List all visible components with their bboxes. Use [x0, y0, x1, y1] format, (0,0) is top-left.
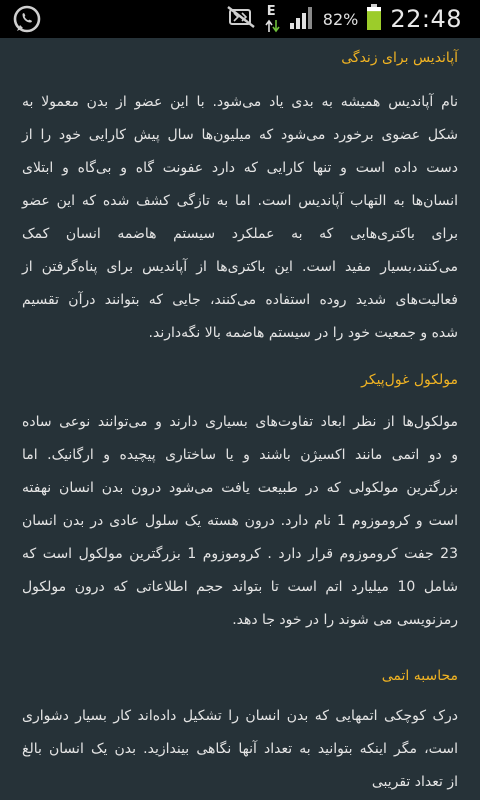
- battery-icon: [366, 3, 382, 35]
- section-title: آپاندیس برای زندگی: [341, 50, 458, 66]
- paragraph-line: برای باکتری‌هایی که به عملکرد سیستم هاضمه انسان کمک: [22, 226, 458, 242]
- status-bar: [0, 0, 480, 38]
- paragraph-line: رمزنویسی می شوند را در خود جا دهد.: [232, 612, 458, 628]
- paragraph-line: و دو اتمی مانند اکسیژن باشند و یا ساختاری پیچیده و ارگانیک. اما: [22, 447, 458, 463]
- paragraph-line: شامل 10 میلیارد اتم است تا بتواند حجم اطلاعاتی که درون مولکول: [22, 579, 458, 595]
- paragraph-line: شکل عضوی برخورد می‌شود که میلیون‌ها سال پیش کارایی خود را از: [22, 127, 458, 143]
- data-arrows-icon: [265, 4, 281, 34]
- paragraph-line: دست داده است و تنها کارایی که دارد عفونت گاه و بی‌گاه و ابتلای: [22, 160, 458, 176]
- paragraph-line: فعالیت‌های شدید روده استفاده می‌کنند، جایی که بتوانند درآن تقسیم: [22, 292, 458, 308]
- section-title: مولکول غول‌پیکر: [361, 372, 458, 388]
- paragraph-line: می‌کنند،بسیار مفید است. این باکتری‌ها از آپاندیس برای پناه‌گرفتن از: [22, 259, 458, 275]
- paragraph-line: از تعداد تقریبی: [371, 774, 458, 790]
- paragraph-line: نام آپاندیس همیشه به بدی یاد می‌شود. با این عضو از بدن معمولا به: [22, 94, 458, 110]
- section-title: محاسبه اتمی: [381, 668, 458, 684]
- paragraph-line: است و کروموزوم 1 نام دارد. درون هسته یک سلول عادی در بدن انسان: [22, 513, 458, 529]
- paragraph-line: درک کوچکی اتمهایی که بدن انسان را تشکیل داده‌اند کار بسیار دشواری: [22, 708, 458, 724]
- article-content[interactable]: [0, 38, 480, 800]
- network-type-label: E: [266, 4, 276, 19]
- paragraph-line: است، مگر اینکه بتوانید به تعداد آنها نگاهی بیندازید. بدن یک انسان بالغ: [22, 741, 458, 757]
- clock: 22:48: [390, 5, 462, 33]
- whatsapp-icon: [12, 4, 42, 38]
- mute-icon: [225, 4, 257, 34]
- paragraph-line: مولکول‌ها از نظر ابعاد تفاوت‌های بسیاری دارند و می‌توانند نوعی ساده: [22, 414, 458, 430]
- paragraph-line: بزرگترین مولکولی که در طبیعت یافت می‌شود درون بدن انسان نهفته: [22, 480, 458, 496]
- battery-percent: 82%: [322, 9, 359, 29]
- paragraph-line: شده و جمعیت خود را در سیستم هاضمه بالا نگه‌دارند.: [148, 325, 458, 341]
- signal-icon: [289, 4, 315, 34]
- paragraph-line: انسان‌ها به التهاب آپاندیس است. اما به تازگی کشف شده که این عضو: [22, 193, 458, 209]
- paragraph-line: 23 جفت کروموزوم قرار دارد . کروموزوم 1 بزرگترین مولکول است که: [22, 546, 458, 562]
